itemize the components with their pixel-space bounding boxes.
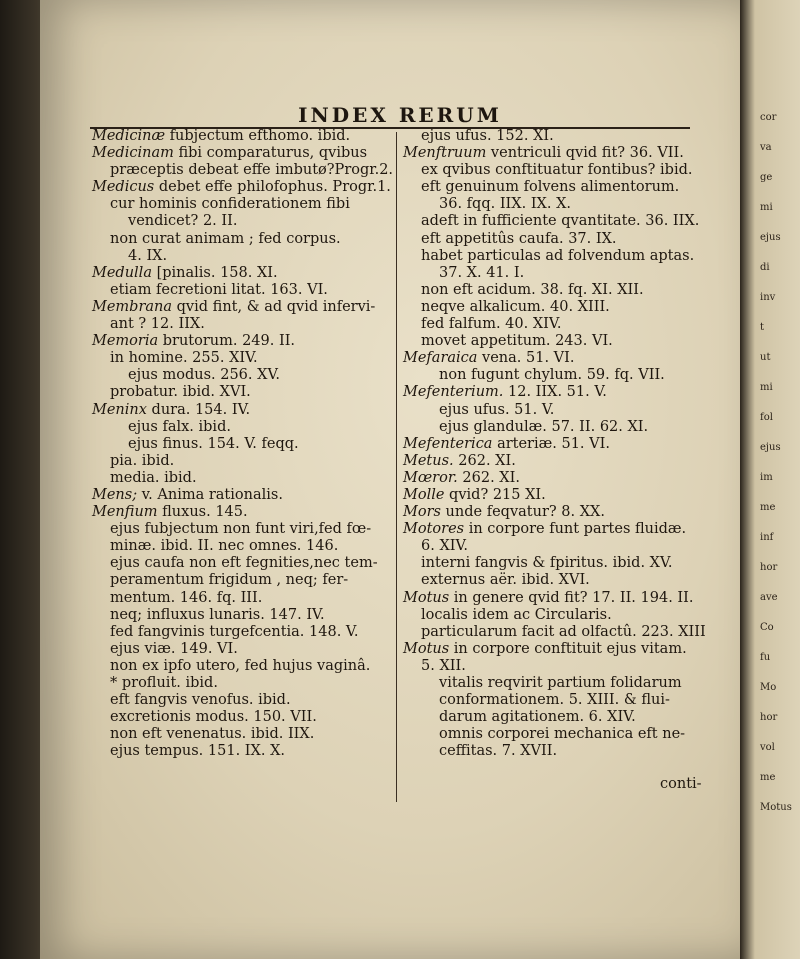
next-page-fragment: ge (760, 172, 773, 183)
entry-text: unde feqvatur? 8. XX. (440, 504, 605, 521)
index-entry (403, 555, 703, 572)
index-entry (403, 641, 703, 658)
index-entry (92, 231, 397, 248)
index-entry (92, 675, 397, 692)
entry-text: media. ibid. (110, 469, 197, 486)
entry-text: movet appetitum. 243. VI. (421, 333, 613, 350)
entry-text: excretionis modus. 150. VII. (110, 709, 317, 726)
index-entry (92, 333, 397, 350)
entry-text: 12. IIX. 51. V. (503, 384, 607, 401)
entry-text: ejus ufus. 152. XI. (421, 128, 554, 144)
entry-text: in corpore funt partes fluidæ. (464, 521, 687, 538)
index-entry (92, 299, 397, 316)
entry-text: localis idem ac Circularis. (421, 606, 612, 623)
entry-headword: Membrana (92, 298, 173, 315)
next-page-fragment: fu (760, 652, 771, 663)
entry-headword: Mefenterium. (403, 384, 504, 401)
index-entry (403, 726, 703, 743)
index-entry (403, 367, 703, 384)
entry-text: non eft venenatus. ibid. IIX. (110, 726, 315, 743)
entry-text: particularum facit ad olfactû. 223. XIII (421, 623, 706, 640)
index-entry (92, 641, 397, 658)
next-page-fragment: ut (760, 352, 771, 363)
index-entry (92, 179, 397, 196)
entry-text: cur hominis confiderationem fibi (110, 196, 350, 213)
index-entry (92, 521, 397, 538)
index-entry (403, 316, 703, 333)
index-entry (403, 504, 703, 521)
entry-text: darum agitationem. 6. XIV. (439, 709, 636, 726)
entry-text: qvid? 215 XI. (444, 486, 546, 503)
index-column-right (403, 128, 706, 760)
next-page-edge (740, 0, 800, 959)
entry-text: etiam fecretioni litat. 163. VI. (110, 281, 328, 298)
entry-text: pia. ibid. (110, 452, 175, 469)
entry-text: peramentum frigidum , neq; fer- (110, 572, 349, 589)
entry-headword: Menftruum (403, 145, 487, 162)
entry-text: ejus modus. 256. XV. (128, 367, 280, 384)
entry-headword: Meninx (92, 401, 147, 418)
entry-text: ejus tempus. 151. IX. X. (110, 743, 285, 760)
index-entry (92, 470, 397, 487)
entry-text: non ex ipfo utero, fed hujus vaginâ. (110, 657, 371, 674)
next-page-fragment: cor (760, 112, 777, 123)
index-entry (403, 470, 703, 487)
index-entry (92, 282, 397, 299)
next-page-fragment: ejus (760, 442, 781, 453)
entry-text: ejus ufus. 51. V. (439, 401, 555, 418)
index-column-left (92, 128, 397, 760)
entry-text: fed falfum. 40. XIV. (421, 316, 562, 333)
entry-text: fluxus. 145. (157, 504, 248, 521)
index-entry (92, 162, 397, 179)
index-entry (403, 709, 703, 726)
entry-text: 6. XIV. (421, 538, 469, 555)
index-entry (92, 555, 397, 572)
index-entry (403, 590, 703, 607)
entry-text: probatur. ibid. XVI. (110, 384, 251, 401)
entry-text: ejus falx. ibid. (128, 418, 231, 435)
entry-text: v. Anima rationalis. (137, 486, 283, 503)
next-page-fragment: mi (760, 382, 773, 393)
index-entry (403, 402, 703, 419)
entry-text: ejus finus. 154. V. feqq. (128, 435, 299, 452)
index-entry (92, 248, 397, 265)
next-page-fragment: inv (760, 292, 776, 303)
entry-headword: Medicinam (92, 145, 174, 162)
entry-text: ejus viæ. 149. VI. (110, 640, 238, 657)
entry-headword: Medicus (92, 179, 155, 196)
index-entry (403, 333, 703, 350)
entry-text: 262. XI. (457, 469, 520, 486)
index-entry (403, 692, 703, 709)
entry-text: neqve alkalicum. 40. XIII. (421, 298, 610, 315)
index-entry (403, 350, 703, 367)
index-entry (403, 419, 703, 436)
next-page-fragment: fol (760, 412, 773, 423)
entry-text: vena. 51. VI. (477, 350, 575, 367)
index-entry (92, 487, 397, 504)
index-entry (92, 196, 397, 213)
entry-text: fibi comparaturus, qvibus (173, 145, 368, 162)
entry-headword: Medulla (92, 264, 152, 281)
entry-headword: Menfium (92, 504, 158, 521)
entry-text: ceffitas. 7. XVII. (439, 743, 558, 760)
entry-text: brutorum. 249. II. (158, 333, 296, 350)
index-entry (92, 538, 397, 555)
index-entry (92, 709, 397, 726)
running-head: INDEX RERUM (298, 103, 502, 127)
entry-text: 262. XI. (453, 452, 516, 469)
index-entry (92, 316, 397, 333)
next-page-fragment: ave (760, 592, 778, 603)
entry-text: ejus glandulæ. 57. II. 62. XI. (439, 418, 649, 435)
entry-text: mentum. 146. fq. III. (110, 589, 263, 606)
index-entry (403, 607, 703, 624)
index-entry (403, 453, 703, 470)
entry-text: 36. fqq. IIX. IX. X. (439, 196, 572, 213)
next-page-fragment: inf (760, 532, 774, 543)
entry-headword: Mefaraica (403, 350, 478, 367)
entry-text: ant ? 12. IIX. (110, 316, 205, 333)
entry-text: * profluit. ibid. (110, 675, 218, 691)
index-entry (92, 453, 397, 470)
index-entry (403, 162, 703, 179)
index-entry (403, 145, 703, 162)
index-entry (92, 367, 397, 384)
index-entry (403, 538, 703, 555)
index-entry (92, 419, 397, 436)
entry-text: 37. X. 41. I. (439, 264, 525, 281)
next-page-fragment: me (760, 772, 776, 783)
next-page-fragment: mi (760, 202, 773, 213)
index-entry (403, 265, 703, 282)
index-entry (92, 743, 397, 760)
index-entry (403, 231, 703, 248)
next-page-fragment: hor (760, 562, 778, 573)
entry-headword: Motus (403, 640, 450, 657)
entry-text: fed fangvinis turgefcentia. 148. V. (110, 623, 359, 640)
entry-text: eft appetitûs caufa. 37. IX. (421, 230, 617, 247)
index-entry (92, 265, 397, 282)
index-entry (92, 128, 397, 145)
index-entry (92, 572, 397, 589)
next-page-fragment: va (760, 142, 772, 153)
entry-headword: Mens; (92, 486, 138, 503)
next-page-fragment: Co (760, 622, 774, 633)
entry-headword: Mors (403, 504, 441, 521)
entry-text: neq; influxus lunaris. 147. IV. (110, 606, 325, 623)
index-entry (92, 624, 397, 641)
index-entry (403, 179, 703, 196)
entry-text: non curat animam ; fed corpus. (110, 230, 341, 247)
entry-text: fubjectum efthomo. ibid. (165, 128, 351, 144)
entry-headword: Memoria (92, 333, 159, 350)
index-entry (403, 384, 703, 401)
next-page-fragment: vol (760, 742, 775, 753)
index-entry (403, 248, 703, 265)
entry-text: minæ. ibid. II. nec omnes. 146. (110, 538, 339, 555)
entry-text: externus aër. ibid. XVI. (421, 572, 590, 589)
entry-text: ex qvibus conftituatur fontibus? ibid. (421, 162, 693, 179)
entry-text: 4. IX. (128, 247, 168, 264)
index-entry (403, 487, 703, 504)
next-page-fragment: hor (760, 712, 778, 723)
entry-text: in corpore conftituit ejus vitam. (449, 640, 687, 657)
entry-headword: Mefenterica (403, 435, 493, 452)
next-page-fragment: Motus (760, 802, 792, 813)
index-entry (92, 726, 397, 743)
index-entry (92, 504, 397, 521)
entry-text: non fugunt chylum. 59. fq. VII. (439, 367, 665, 384)
entry-text: ejus caufa non eft fegnities,nec tem- (110, 555, 378, 572)
entry-text: omnis corporei mechanica eft ne- (439, 726, 686, 743)
index-entry (403, 743, 703, 760)
entry-text: arteriæ. 51. VI. (492, 435, 610, 452)
index-entry (403, 675, 703, 692)
entry-text: ejus fubjectum non funt viri,fed fœ- (110, 521, 372, 538)
entry-text: vendicet? 2. II. (128, 213, 238, 230)
entry-text: adeft in fufficiente qvantitate. 36. IIX. (421, 213, 700, 230)
entry-headword: Motus (403, 589, 450, 606)
next-page-fragment: di (760, 262, 770, 273)
next-page-fragment: ejus (760, 232, 781, 243)
index-entry (92, 658, 397, 675)
entry-headword: Medicinæ (92, 128, 166, 144)
entry-text: qvid fint, & ad qvid infervi- (172, 298, 376, 315)
index-entry (92, 350, 397, 367)
index-entry (403, 572, 703, 589)
index-entry (403, 521, 703, 538)
entry-text: præceptis debeat effe imbutø?Progr.2. (110, 162, 394, 179)
entry-text: conformationem. 5. XIII. & flui- (439, 692, 670, 709)
index-entry (403, 196, 703, 213)
index-entry (403, 299, 703, 316)
index-entry (92, 402, 397, 419)
entry-text: 5. XII. (421, 657, 466, 674)
entry-text: habet particulas ad folvendum aptas. (421, 247, 695, 264)
index-entry (403, 282, 703, 299)
next-page-fragment: im (760, 472, 773, 483)
catchword: conti- (660, 776, 702, 792)
next-page-fragment: t (760, 322, 765, 333)
entry-headword: Motores (403, 521, 465, 538)
index-entry (403, 128, 703, 145)
entry-text: ventriculi qvid fit? 36. VII. (486, 145, 684, 162)
index-entry (92, 145, 397, 162)
entry-headword: Molle (403, 486, 445, 503)
index-entry (92, 436, 397, 453)
entry-text: dura. 154. IV. (146, 401, 251, 418)
entry-text: eft genuinum folvens alimentorum. (421, 179, 680, 196)
index-entry (92, 590, 397, 607)
next-page-fragment: me (760, 502, 776, 513)
index-entry (403, 436, 703, 453)
entry-text: interni fangvis & fpiritus. ibid. XV. (421, 555, 673, 572)
entry-text: debet effe philofophus. Progr.1. (154, 179, 391, 196)
entry-text: [pinalis. 158. XI. (151, 264, 278, 281)
index-entry (403, 658, 703, 675)
index-entry (403, 623, 706, 641)
index-entry (92, 692, 397, 709)
entry-headword: Mœror. (403, 469, 458, 486)
entry-text: non eft acidum. 38. fq. XI. XII. (421, 281, 644, 298)
index-entry (92, 384, 397, 401)
entry-headword: Metus. (403, 452, 454, 469)
index-entry (92, 213, 397, 230)
entry-text: eft fangvis venofus. ibid. (110, 692, 291, 709)
entry-text: in genere qvid fit? 17. II. 194. II. (449, 589, 694, 606)
entry-text: in homine. 255. XIV. (110, 350, 258, 367)
index-entry (403, 213, 703, 230)
next-page-fragment: Mo (760, 682, 777, 693)
entry-text: vitalis reqvirit partium folidarum (439, 675, 682, 691)
index-entry (92, 607, 397, 624)
